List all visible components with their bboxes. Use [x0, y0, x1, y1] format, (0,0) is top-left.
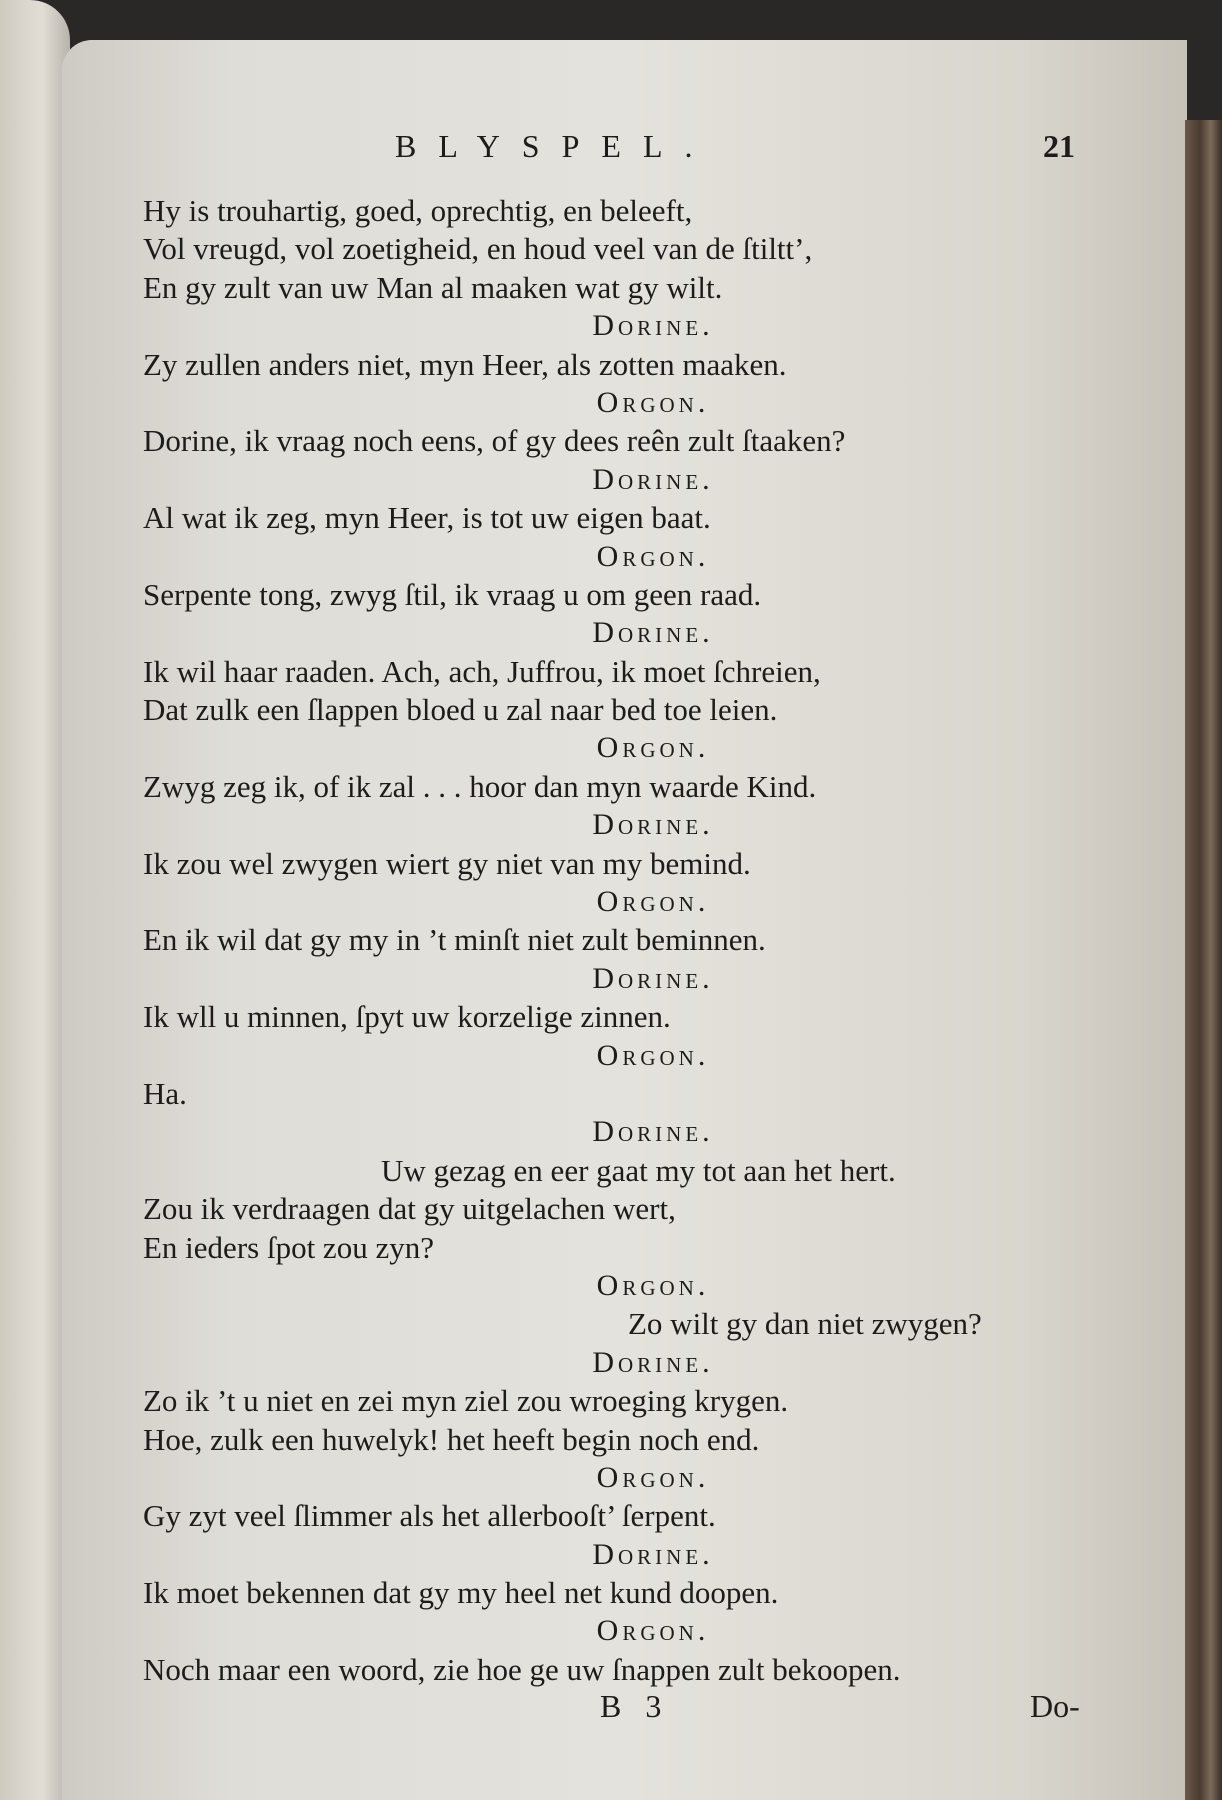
verse-line: Zou ik verdraagen dat gy uitgelachen wert,	[143, 1191, 676, 1227]
verse-line: Gy zyt veel ſlimmer als het allerbooſt’ ſerpent.	[143, 1498, 716, 1534]
facing-page-edge	[0, 0, 70, 1800]
verse-line: Ik moet bekennen dat gy my heel net kund doopen.	[143, 1575, 779, 1611]
verse-line: Vol vreugd, vol zoetigheid, en houd veel van de ſtiltt’,	[143, 231, 813, 267]
verse-line: Dorine, ik vraag noch eens, of gy dees reên zult ſtaaken?	[143, 423, 846, 459]
verse-line: Ik zou wel zwygen wiert gy niet van my bemind.	[143, 845, 751, 881]
speaker-name: Orgon.	[596, 385, 710, 419]
verse-line: Hy is trouhartig, goed, oprechtig, en beleeft,	[143, 193, 693, 228]
speaker-name: Orgon.	[596, 539, 710, 573]
page-number: 21	[1043, 128, 1075, 164]
page-header	[0, 128, 1222, 168]
catchword: Do-	[1030, 1688, 1080, 1724]
speaker-name: Orgon.	[596, 1614, 710, 1648]
play-text	[143, 192, 1103, 1689]
speaker-name: Dorine.	[592, 309, 714, 343]
verse-line: En ik wil dat gy my in ’t minſt niet zult beminnen.	[143, 922, 766, 958]
verse-line: Serpente tong, zwyg ſtil, ik vraag u om geen raad.	[143, 576, 762, 612]
speaker-name: Dorine.	[592, 462, 714, 496]
speaker-name: Dorine.	[592, 1345, 714, 1379]
verse-line: Zwyg zeg ik, of ik zal . . . hoor dan myn waarde Kind.	[143, 768, 817, 804]
verse-line: Hoe, zulk een huwelyk! het heeft begin noch end.	[143, 1421, 760, 1457]
speaker-name: Dorine.	[592, 1537, 714, 1571]
verse-line: Ha.	[143, 1075, 187, 1111]
speaker-name: Dorine.	[592, 808, 714, 842]
speaker-name: Dorine.	[592, 961, 714, 995]
speaker-name: Orgon.	[596, 731, 710, 765]
speaker-name: Orgon.	[596, 1268, 710, 1302]
speaker-name: Orgon.	[596, 1038, 710, 1072]
verse-line: Noch maar een woord, zie hoe ge uw ſnappen zult bekoopen.	[143, 1651, 901, 1687]
speaker-name: Orgon.	[596, 885, 710, 919]
verse-line: Zy zullen anders niet, myn Heer, als zotten maaken.	[143, 346, 787, 382]
page-stack-edge	[1185, 120, 1222, 1800]
verse-line: Ik wll u minnen, ſpyt uw korzelige zinnen.	[143, 999, 671, 1035]
running-title: BLYSPEL.	[395, 128, 715, 164]
speaker-name: Dorine.	[592, 1115, 714, 1149]
verse-line: Zo ik ’t u niet en zei myn ziel zou wroeging krygen.	[143, 1383, 789, 1419]
signature-mark: B 3	[600, 1688, 670, 1724]
verse-line: Dat zulk een ſlappen bloed u zal naar bed toe leien.	[143, 692, 778, 728]
speaker-name: Dorine.	[592, 616, 714, 650]
verse-line: En gy zult van uw Man al maaken wat gy wilt.	[143, 269, 723, 305]
verse-line: Ik wil haar raaden. Ach, ach, Juffrou, ik moet ſchreien,	[143, 653, 821, 689]
speaker-name: Orgon.	[596, 1460, 710, 1494]
verse-line: Zo wilt gy dan niet zwygen?	[628, 1306, 982, 1342]
verse-line: Al wat ik zeg, myn Heer, is tot uw eigen baat.	[143, 500, 711, 536]
verse-line: En ieders ſpot zou zyn?	[143, 1229, 434, 1265]
verse-line: Uw gezag en eer gaat my tot aan het hert.	[381, 1152, 896, 1188]
